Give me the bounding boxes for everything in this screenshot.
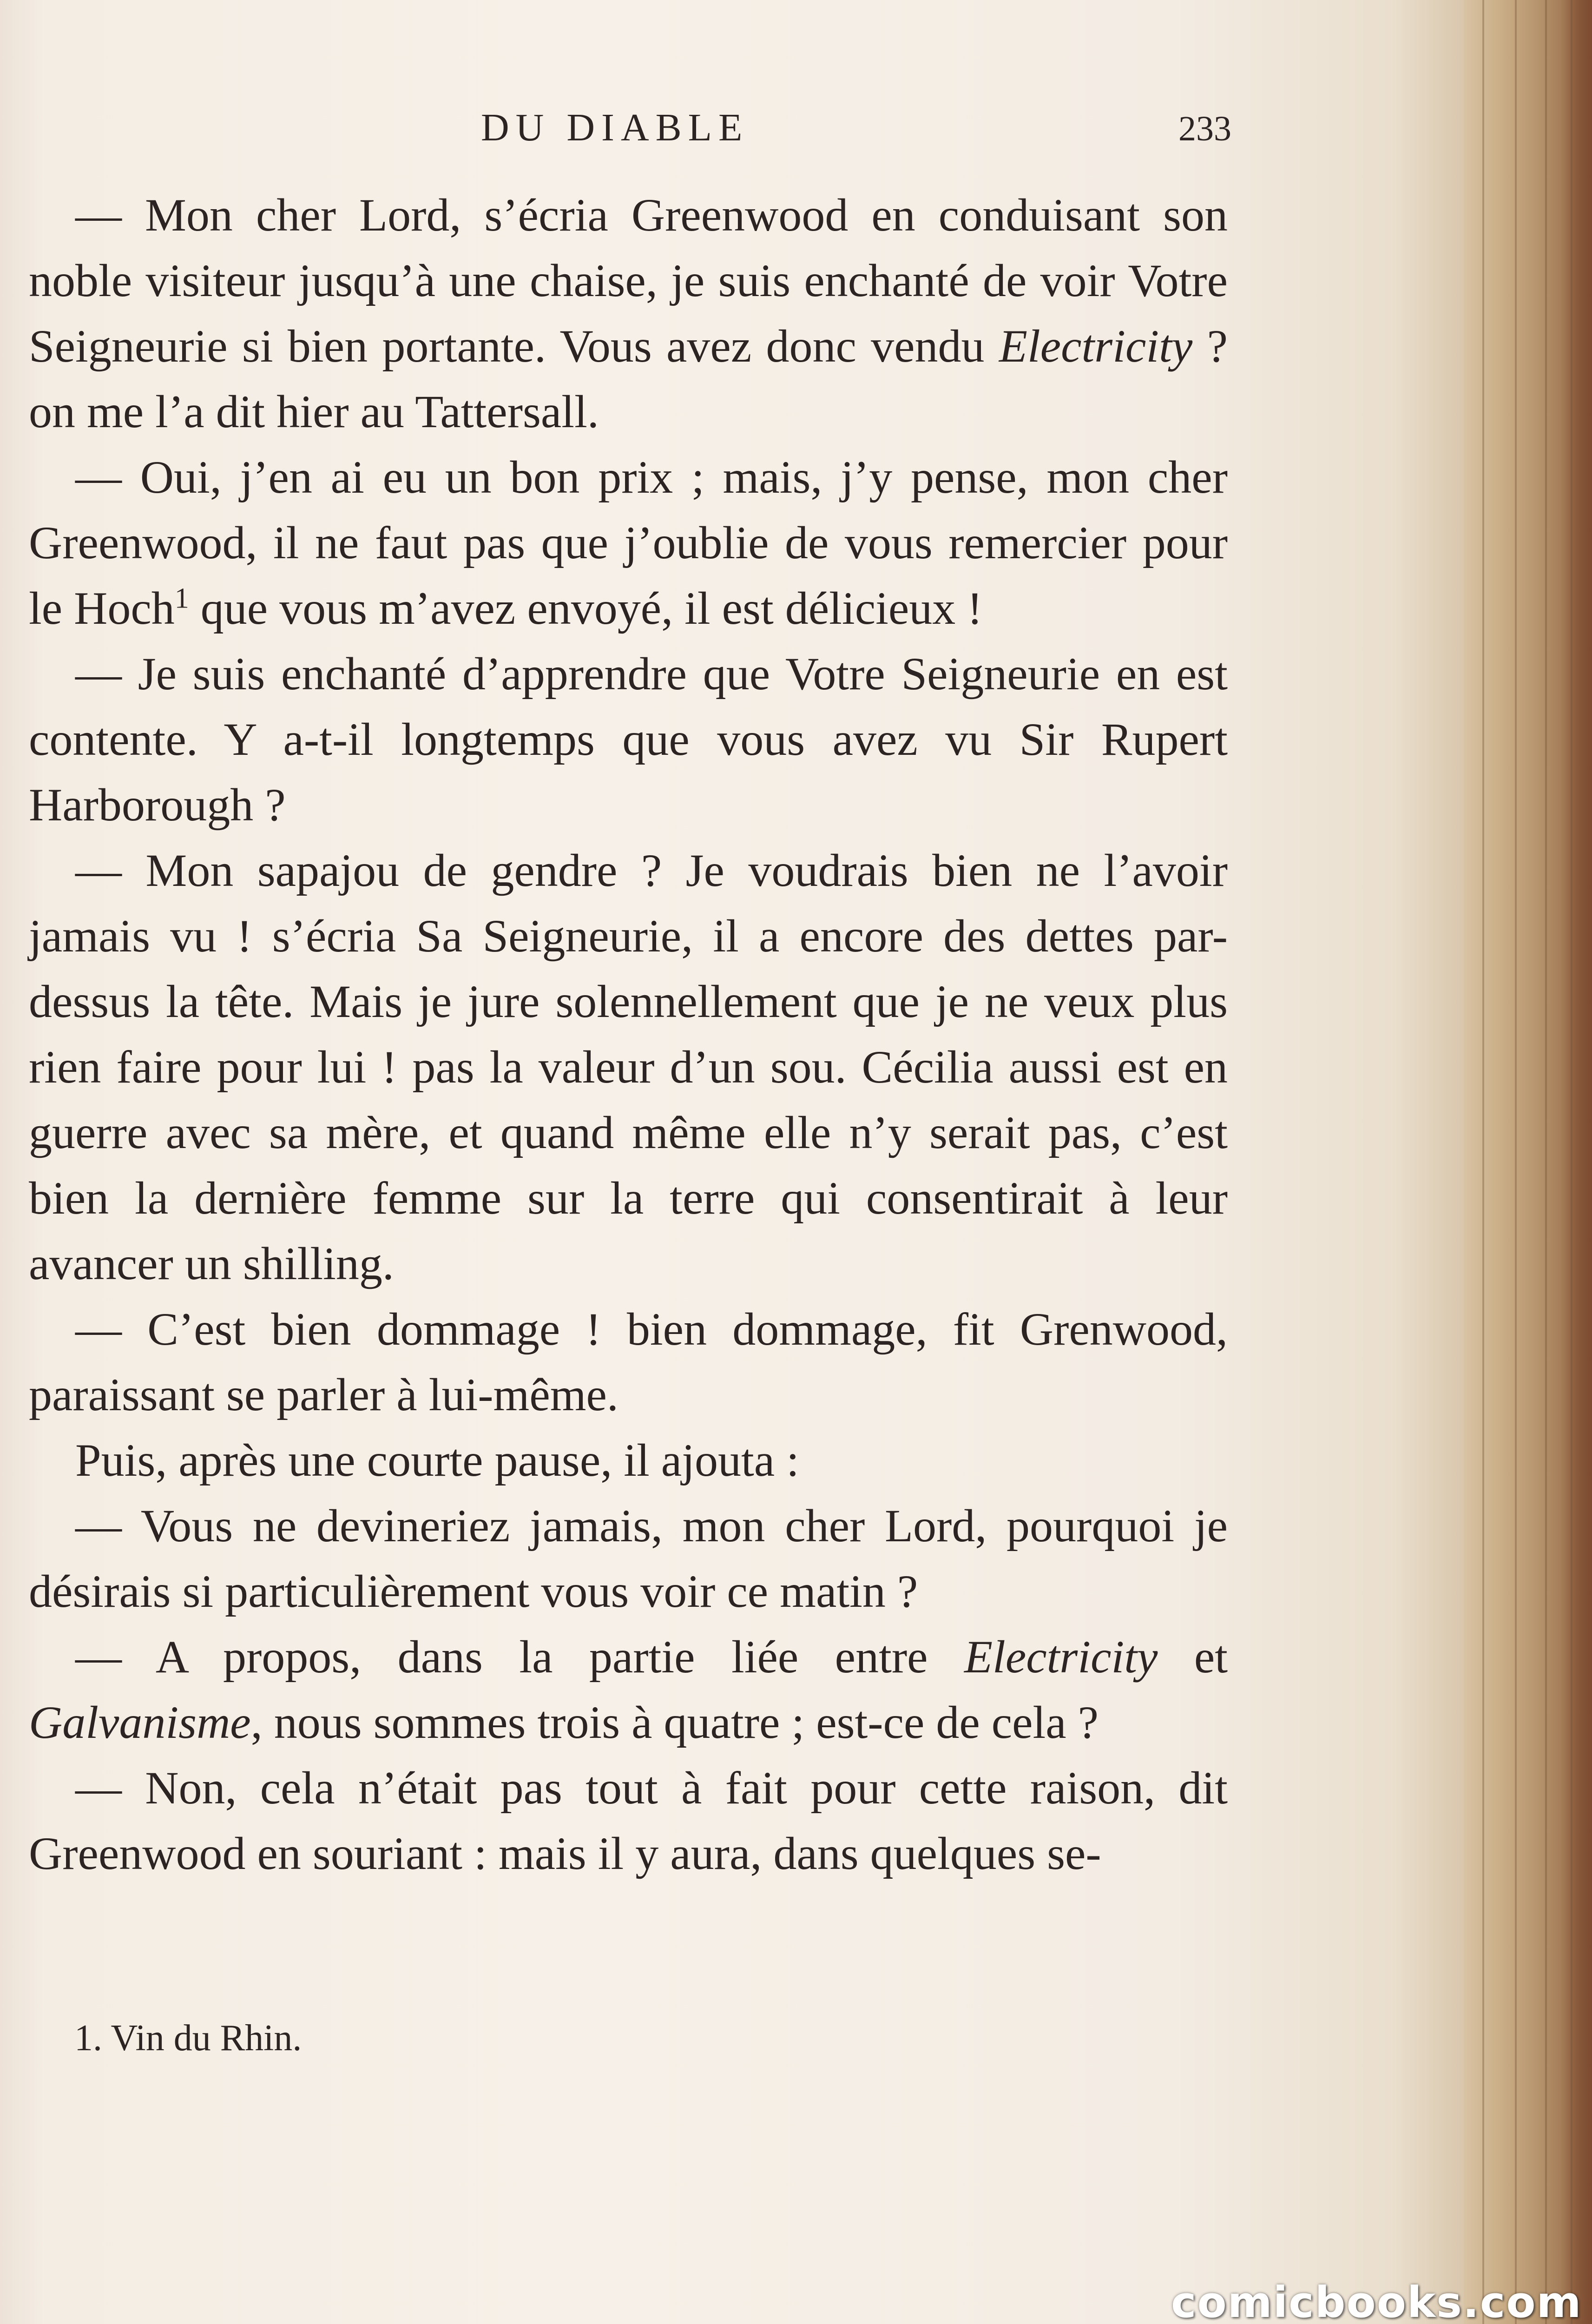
text-run: — Je suis enchanté d’apprendre que Votre Seigneurie en est contente. Y a-t-il longtemps que vous avez vu Sir Rupert Harborough ? [29, 648, 1228, 831]
text-run: — Non, cela n’était pas tout à fait pour cette raison, dit Greenwood en souriant : mais il y aura, dans quelques se- [29, 1762, 1228, 1879]
page-edge-line [1571, 0, 1572, 2324]
page-edge-line [1545, 0, 1547, 2324]
paragraph [29, 182, 1228, 444]
text-run: — Oui, j’en ai eu un bon prix ; mais, j’y pense, mon cher Greenwood, il ne faut pas que j’oublie de vous remercier pour le Hoch [29, 451, 1228, 634]
page-edge-stack [1464, 0, 1592, 2324]
paragraph [29, 641, 1228, 838]
text-run: — Mon cher Lord, s’écria Greenwood en conduisant son noble visiteur jusqu’à une chaise, je suis enchanté de voir Votre Seigneurie si bien portante. Vous avez donc vendu [29, 189, 1228, 372]
page-header [0, 105, 1231, 161]
paragraph [29, 1755, 1228, 1886]
running-title: DU DIABLE [481, 106, 749, 149]
footnote-reference: 1 [174, 582, 189, 614]
paragraph [29, 1624, 1228, 1755]
page-number: 233 [1178, 109, 1231, 148]
paragraph [29, 838, 1228, 1296]
text-run: et [1158, 1631, 1228, 1683]
paragraph [29, 1493, 1228, 1624]
text-run: ? on me l’a dit hier au Tattersall. [29, 320, 1228, 437]
text-run: — A propos, dans la partie liée entre [75, 1631, 964, 1683]
page-edge-line [1482, 0, 1484, 2324]
italic-text: Electricity [999, 320, 1193, 372]
text-run: — C’est bien dommage ! bien dommage, fit Grenwood, paraissant se parler à lui-même. [29, 1303, 1228, 1420]
text-run: Puis, après une courte pause, il ajouta : [75, 1434, 799, 1486]
italic-text: Electricity [964, 1631, 1158, 1683]
page-edge-line [1515, 0, 1517, 2324]
text-run: , nous sommes trois à quatre ; est-ce de cela ? [250, 1697, 1099, 1748]
body-text [29, 182, 1228, 1886]
watermark: comicbooks.com [1171, 2278, 1582, 2324]
text-run: — Vous ne devineriez jamais, mon cher Lord, pourquoi je désirais si particulièrement vous voir ce matin ? [29, 1500, 1228, 1617]
italic-text: Galvanisme [29, 1697, 251, 1748]
footnote: 1. Vin du Rhin. [74, 2018, 302, 2059]
paragraph [29, 444, 1228, 641]
paragraph [29, 1427, 1228, 1493]
text-run: — Mon sapajou de gendre ? Je voudrais bien ne l’avoir jamais vu ! s’écria Sa Seigneurie, il a encore des dettes par-dessus la tête. Mais je jure solennellement que je ne veux plus rien faire pour lui ! pas la valeur d’un sou. Cécilia aussi est en guerre avec sa mère, et quand même elle n’y serait pas, c’est bien la dernière femme sur la terre qui consentirait à leur avancer un shilling. [29, 845, 1228, 1289]
paragraph [29, 1296, 1228, 1427]
text-run: que vous m’avez envoyé, il est délicieux ! [189, 582, 983, 634]
